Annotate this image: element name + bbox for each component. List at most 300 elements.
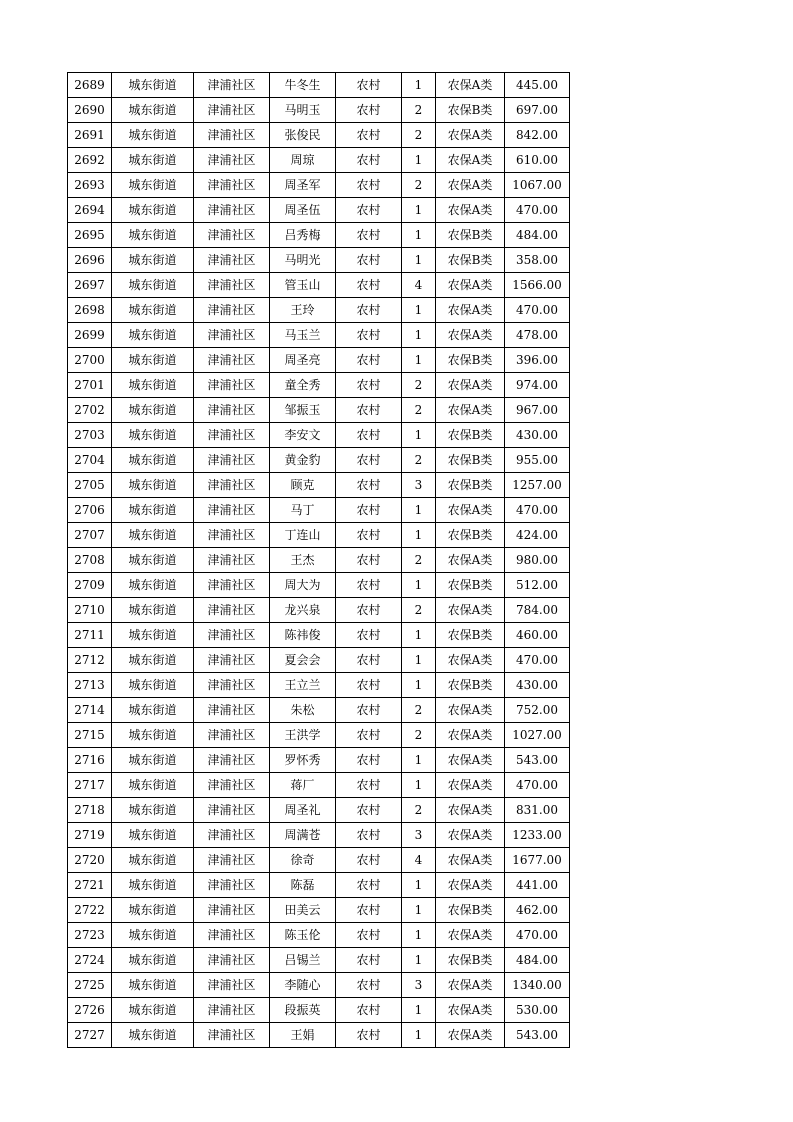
row-number-cell: 2724 (68, 948, 112, 973)
table-row (68, 923, 570, 948)
amount-cell: 470.00 (505, 648, 570, 673)
street-cell: 城东街道 (112, 623, 194, 648)
name-cell: 马丁 (270, 498, 336, 523)
street-cell: 城东街道 (112, 973, 194, 998)
household-type-cell: 农村 (336, 748, 402, 773)
row-number-cell: 2717 (68, 773, 112, 798)
person-count-cell: 4 (402, 273, 436, 298)
category-cell: 农保B类 (436, 573, 505, 598)
name-cell: 马明玉 (270, 98, 336, 123)
row-number-cell: 2689 (68, 73, 112, 98)
table-row (68, 173, 570, 198)
street-cell: 城东街道 (112, 498, 194, 523)
row-number-cell: 2710 (68, 598, 112, 623)
row-number-cell: 2718 (68, 798, 112, 823)
person-count-cell: 2 (402, 98, 436, 123)
table-row (68, 998, 570, 1023)
row-number-cell: 2702 (68, 398, 112, 423)
amount-cell: 967.00 (505, 398, 570, 423)
name-cell: 蒋厂 (270, 773, 336, 798)
category-cell: 农保A类 (436, 598, 505, 623)
table-row (68, 673, 570, 698)
category-cell: 农保A类 (436, 298, 505, 323)
table-row (68, 873, 570, 898)
table-row (68, 648, 570, 673)
table-row (68, 123, 570, 148)
row-number-cell: 2691 (68, 123, 112, 148)
street-cell: 城东街道 (112, 473, 194, 498)
amount-cell: 470.00 (505, 198, 570, 223)
table-row (68, 973, 570, 998)
table-row (68, 573, 570, 598)
category-cell: 农保A类 (436, 198, 505, 223)
name-cell: 周圣伍 (270, 198, 336, 223)
household-type-cell: 农村 (336, 548, 402, 573)
household-type-cell: 农村 (336, 998, 402, 1023)
person-count-cell: 1 (402, 748, 436, 773)
person-count-cell: 2 (402, 548, 436, 573)
person-count-cell: 1 (402, 573, 436, 598)
street-cell: 城东街道 (112, 73, 194, 98)
row-number-cell: 2694 (68, 198, 112, 223)
household-type-cell: 农村 (336, 373, 402, 398)
row-number-cell: 2715 (68, 723, 112, 748)
street-cell: 城东街道 (112, 898, 194, 923)
community-cell: 津浦社区 (194, 223, 270, 248)
household-type-cell: 农村 (336, 473, 402, 498)
table-row (68, 698, 570, 723)
community-cell: 津浦社区 (194, 248, 270, 273)
person-count-cell: 1 (402, 248, 436, 273)
table-row (68, 598, 570, 623)
name-cell: 周满苍 (270, 823, 336, 848)
person-count-cell: 1 (402, 148, 436, 173)
table-row (68, 73, 570, 98)
person-count-cell: 2 (402, 448, 436, 473)
name-cell: 顾克 (270, 473, 336, 498)
street-cell: 城东街道 (112, 148, 194, 173)
table-row (68, 623, 570, 648)
category-cell: 农保A类 (436, 548, 505, 573)
table-row (68, 523, 570, 548)
row-number-cell: 2712 (68, 648, 112, 673)
table-row (68, 848, 570, 873)
street-cell: 城东街道 (112, 548, 194, 573)
person-count-cell: 1 (402, 998, 436, 1023)
person-count-cell: 2 (402, 723, 436, 748)
community-cell: 津浦社区 (194, 873, 270, 898)
community-cell: 津浦社区 (194, 798, 270, 823)
name-cell: 周圣礼 (270, 798, 336, 823)
household-type-cell: 农村 (336, 398, 402, 423)
row-number-cell: 2705 (68, 473, 112, 498)
household-type-cell: 农村 (336, 323, 402, 348)
community-cell: 津浦社区 (194, 198, 270, 223)
category-cell: 农保B类 (436, 523, 505, 548)
person-count-cell: 1 (402, 673, 436, 698)
category-cell: 农保A类 (436, 973, 505, 998)
table-row (68, 823, 570, 848)
row-number-cell: 2719 (68, 823, 112, 848)
community-cell: 津浦社区 (194, 698, 270, 723)
name-cell: 陈祎俊 (270, 623, 336, 648)
street-cell: 城东街道 (112, 173, 194, 198)
amount-cell: 974.00 (505, 373, 570, 398)
community-cell: 津浦社区 (194, 473, 270, 498)
street-cell: 城东街道 (112, 1023, 194, 1048)
name-cell: 朱松 (270, 698, 336, 723)
row-number-cell: 2720 (68, 848, 112, 873)
person-count-cell: 2 (402, 123, 436, 148)
amount-cell: 752.00 (505, 698, 570, 723)
person-count-cell: 3 (402, 473, 436, 498)
name-cell: 段振英 (270, 998, 336, 1023)
amount-cell: 484.00 (505, 223, 570, 248)
category-cell: 农保A类 (436, 723, 505, 748)
household-type-cell: 农村 (336, 98, 402, 123)
person-count-cell: 1 (402, 923, 436, 948)
household-type-cell: 农村 (336, 873, 402, 898)
table-row (68, 223, 570, 248)
amount-cell: 470.00 (505, 923, 570, 948)
amount-cell: 842.00 (505, 123, 570, 148)
name-cell: 龙兴泉 (270, 598, 336, 623)
household-type-cell: 农村 (336, 673, 402, 698)
row-number-cell: 2713 (68, 673, 112, 698)
household-type-cell: 农村 (336, 923, 402, 948)
community-cell: 津浦社区 (194, 548, 270, 573)
name-cell: 王娟 (270, 1023, 336, 1048)
name-cell: 李随心 (270, 973, 336, 998)
community-cell: 津浦社区 (194, 398, 270, 423)
household-type-cell: 农村 (336, 523, 402, 548)
table-row (68, 298, 570, 323)
community-cell: 津浦社区 (194, 623, 270, 648)
row-number-cell: 2690 (68, 98, 112, 123)
row-number-cell: 2696 (68, 248, 112, 273)
household-type-cell: 农村 (336, 1023, 402, 1048)
category-cell: 农保A类 (436, 873, 505, 898)
household-type-cell: 农村 (336, 498, 402, 523)
street-cell: 城东街道 (112, 873, 194, 898)
name-cell: 田美云 (270, 898, 336, 923)
community-cell: 津浦社区 (194, 498, 270, 523)
row-number-cell: 2708 (68, 548, 112, 573)
community-cell: 津浦社区 (194, 823, 270, 848)
amount-cell: 980.00 (505, 548, 570, 573)
category-cell: 农保A类 (436, 123, 505, 148)
table-row (68, 373, 570, 398)
amount-cell: 543.00 (505, 1023, 570, 1048)
household-type-cell: 农村 (336, 898, 402, 923)
records-body (68, 73, 570, 1048)
community-cell: 津浦社区 (194, 648, 270, 673)
amount-cell: 430.00 (505, 673, 570, 698)
table-row (68, 1023, 570, 1048)
person-count-cell: 3 (402, 823, 436, 848)
amount-cell: 478.00 (505, 323, 570, 348)
street-cell: 城东街道 (112, 223, 194, 248)
amount-cell: 470.00 (505, 498, 570, 523)
category-cell: 农保A类 (436, 373, 505, 398)
row-number-cell: 2727 (68, 1023, 112, 1048)
household-type-cell: 农村 (336, 423, 402, 448)
amount-cell: 358.00 (505, 248, 570, 273)
row-number-cell: 2726 (68, 998, 112, 1023)
person-count-cell: 1 (402, 223, 436, 248)
street-cell: 城东街道 (112, 348, 194, 373)
household-type-cell: 农村 (336, 573, 402, 598)
community-cell: 津浦社区 (194, 123, 270, 148)
table-row (68, 273, 570, 298)
household-type-cell: 农村 (336, 823, 402, 848)
category-cell: 农保B类 (436, 248, 505, 273)
table-row (68, 898, 570, 923)
amount-cell: 445.00 (505, 73, 570, 98)
amount-cell: 955.00 (505, 448, 570, 473)
name-cell: 李安文 (270, 423, 336, 448)
person-count-cell: 1 (402, 873, 436, 898)
row-number-cell: 2699 (68, 323, 112, 348)
person-count-cell: 2 (402, 173, 436, 198)
household-type-cell: 农村 (336, 298, 402, 323)
table-row (68, 448, 570, 473)
table-row (68, 473, 570, 498)
community-cell: 津浦社区 (194, 723, 270, 748)
street-cell: 城东街道 (112, 848, 194, 873)
street-cell: 城东街道 (112, 723, 194, 748)
street-cell: 城东街道 (112, 573, 194, 598)
table-row (68, 323, 570, 348)
row-number-cell: 2697 (68, 273, 112, 298)
row-number-cell: 2709 (68, 573, 112, 598)
amount-cell: 831.00 (505, 798, 570, 823)
name-cell: 王立兰 (270, 673, 336, 698)
row-number-cell: 2692 (68, 148, 112, 173)
amount-cell: 1340.00 (505, 973, 570, 998)
name-cell: 童全秀 (270, 373, 336, 398)
amount-cell: 1566.00 (505, 273, 570, 298)
amount-cell: 530.00 (505, 998, 570, 1023)
row-number-cell: 2722 (68, 898, 112, 923)
person-count-cell: 3 (402, 973, 436, 998)
household-type-cell: 农村 (336, 223, 402, 248)
street-cell: 城东街道 (112, 823, 194, 848)
name-cell: 马玉兰 (270, 323, 336, 348)
household-type-cell: 农村 (336, 123, 402, 148)
community-cell: 津浦社区 (194, 1023, 270, 1048)
household-type-cell: 农村 (336, 848, 402, 873)
name-cell: 陈磊 (270, 873, 336, 898)
name-cell: 罗怀秀 (270, 748, 336, 773)
community-cell: 津浦社区 (194, 148, 270, 173)
street-cell: 城东街道 (112, 98, 194, 123)
street-cell: 城东街道 (112, 373, 194, 398)
name-cell: 周圣亮 (270, 348, 336, 373)
category-cell: 农保A类 (436, 498, 505, 523)
name-cell: 王洪学 (270, 723, 336, 748)
person-count-cell: 1 (402, 1023, 436, 1048)
street-cell: 城东街道 (112, 998, 194, 1023)
category-cell: 农保A类 (436, 698, 505, 723)
street-cell: 城东街道 (112, 123, 194, 148)
row-number-cell: 2714 (68, 698, 112, 723)
household-type-cell: 农村 (336, 448, 402, 473)
row-number-cell: 2723 (68, 923, 112, 948)
row-number-cell: 2704 (68, 448, 112, 473)
name-cell: 邹振玉 (270, 398, 336, 423)
amount-cell: 424.00 (505, 523, 570, 548)
street-cell: 城东街道 (112, 598, 194, 623)
category-cell: 农保A类 (436, 148, 505, 173)
name-cell: 吕秀梅 (270, 223, 336, 248)
name-cell: 周琼 (270, 148, 336, 173)
household-type-cell: 农村 (336, 948, 402, 973)
amount-cell: 1233.00 (505, 823, 570, 848)
amount-cell: 470.00 (505, 773, 570, 798)
household-type-cell: 农村 (336, 973, 402, 998)
amount-cell: 784.00 (505, 598, 570, 623)
row-number-cell: 2698 (68, 298, 112, 323)
category-cell: 农保B类 (436, 898, 505, 923)
amount-cell: 543.00 (505, 748, 570, 773)
street-cell: 城东街道 (112, 923, 194, 948)
amount-cell: 462.00 (505, 898, 570, 923)
person-count-cell: 2 (402, 373, 436, 398)
name-cell: 马明光 (270, 248, 336, 273)
row-number-cell: 2700 (68, 348, 112, 373)
name-cell: 丁连山 (270, 523, 336, 548)
community-cell: 津浦社区 (194, 73, 270, 98)
row-number-cell: 2701 (68, 373, 112, 398)
street-cell: 城东街道 (112, 323, 194, 348)
table-row (68, 798, 570, 823)
household-type-cell: 农村 (336, 148, 402, 173)
category-cell: 农保B类 (436, 623, 505, 648)
community-cell: 津浦社区 (194, 323, 270, 348)
table-row (68, 548, 570, 573)
community-cell: 津浦社区 (194, 573, 270, 598)
community-cell: 津浦社区 (194, 973, 270, 998)
household-type-cell: 农村 (336, 698, 402, 723)
person-count-cell: 1 (402, 323, 436, 348)
row-number-cell: 2721 (68, 873, 112, 898)
name-cell: 王玲 (270, 298, 336, 323)
name-cell: 黄金豹 (270, 448, 336, 473)
person-count-cell: 1 (402, 948, 436, 973)
amount-cell: 697.00 (505, 98, 570, 123)
row-number-cell: 2693 (68, 173, 112, 198)
category-cell: 农保A类 (436, 823, 505, 848)
category-cell: 农保A类 (436, 923, 505, 948)
community-cell: 津浦社区 (194, 173, 270, 198)
person-count-cell: 1 (402, 348, 436, 373)
amount-cell: 441.00 (505, 873, 570, 898)
community-cell: 津浦社区 (194, 898, 270, 923)
street-cell: 城东街道 (112, 448, 194, 473)
person-count-cell: 4 (402, 848, 436, 873)
table-row (68, 148, 570, 173)
community-cell: 津浦社区 (194, 373, 270, 398)
category-cell: 农保B类 (436, 473, 505, 498)
street-cell: 城东街道 (112, 298, 194, 323)
street-cell: 城东街道 (112, 673, 194, 698)
table-row (68, 498, 570, 523)
name-cell: 张俊民 (270, 123, 336, 148)
community-cell: 津浦社区 (194, 848, 270, 873)
name-cell: 周圣军 (270, 173, 336, 198)
table-row (68, 773, 570, 798)
person-count-cell: 2 (402, 798, 436, 823)
name-cell: 夏会会 (270, 648, 336, 673)
street-cell: 城东街道 (112, 198, 194, 223)
household-type-cell: 农村 (336, 723, 402, 748)
community-cell: 津浦社区 (194, 748, 270, 773)
name-cell: 牛冬生 (270, 73, 336, 98)
person-count-cell: 1 (402, 73, 436, 98)
household-type-cell: 农村 (336, 623, 402, 648)
category-cell: 农保A类 (436, 773, 505, 798)
row-number-cell: 2706 (68, 498, 112, 523)
amount-cell: 396.00 (505, 348, 570, 373)
row-number-cell: 2707 (68, 523, 112, 548)
community-cell: 津浦社区 (194, 673, 270, 698)
community-cell: 津浦社区 (194, 98, 270, 123)
street-cell: 城东街道 (112, 273, 194, 298)
amount-cell: 460.00 (505, 623, 570, 648)
household-type-cell: 农村 (336, 598, 402, 623)
community-cell: 津浦社区 (194, 523, 270, 548)
category-cell: 农保B类 (436, 948, 505, 973)
community-cell: 津浦社区 (194, 273, 270, 298)
category-cell: 农保A类 (436, 748, 505, 773)
community-cell: 津浦社区 (194, 773, 270, 798)
person-count-cell: 1 (402, 298, 436, 323)
name-cell: 王杰 (270, 548, 336, 573)
street-cell: 城东街道 (112, 648, 194, 673)
row-number-cell: 2695 (68, 223, 112, 248)
table-row (68, 948, 570, 973)
household-type-cell: 农村 (336, 198, 402, 223)
row-number-cell: 2716 (68, 748, 112, 773)
person-count-cell: 1 (402, 898, 436, 923)
person-count-cell: 1 (402, 523, 436, 548)
community-cell: 津浦社区 (194, 948, 270, 973)
street-cell: 城东街道 (112, 748, 194, 773)
person-count-cell: 1 (402, 198, 436, 223)
person-count-cell: 1 (402, 773, 436, 798)
street-cell: 城东街道 (112, 248, 194, 273)
street-cell: 城东街道 (112, 423, 194, 448)
category-cell: 农保A类 (436, 323, 505, 348)
records-table (67, 72, 570, 1048)
person-count-cell: 1 (402, 423, 436, 448)
category-cell: 农保A类 (436, 1023, 505, 1048)
community-cell: 津浦社区 (194, 923, 270, 948)
name-cell: 吕锡兰 (270, 948, 336, 973)
amount-cell: 1257.00 (505, 473, 570, 498)
person-count-cell: 2 (402, 598, 436, 623)
row-number-cell: 2711 (68, 623, 112, 648)
amount-cell: 1027.00 (505, 723, 570, 748)
amount-cell: 512.00 (505, 573, 570, 598)
row-number-cell: 2703 (68, 423, 112, 448)
category-cell: 农保B类 (436, 423, 505, 448)
household-type-cell: 农村 (336, 798, 402, 823)
table-row (68, 748, 570, 773)
community-cell: 津浦社区 (194, 448, 270, 473)
category-cell: 农保A类 (436, 998, 505, 1023)
